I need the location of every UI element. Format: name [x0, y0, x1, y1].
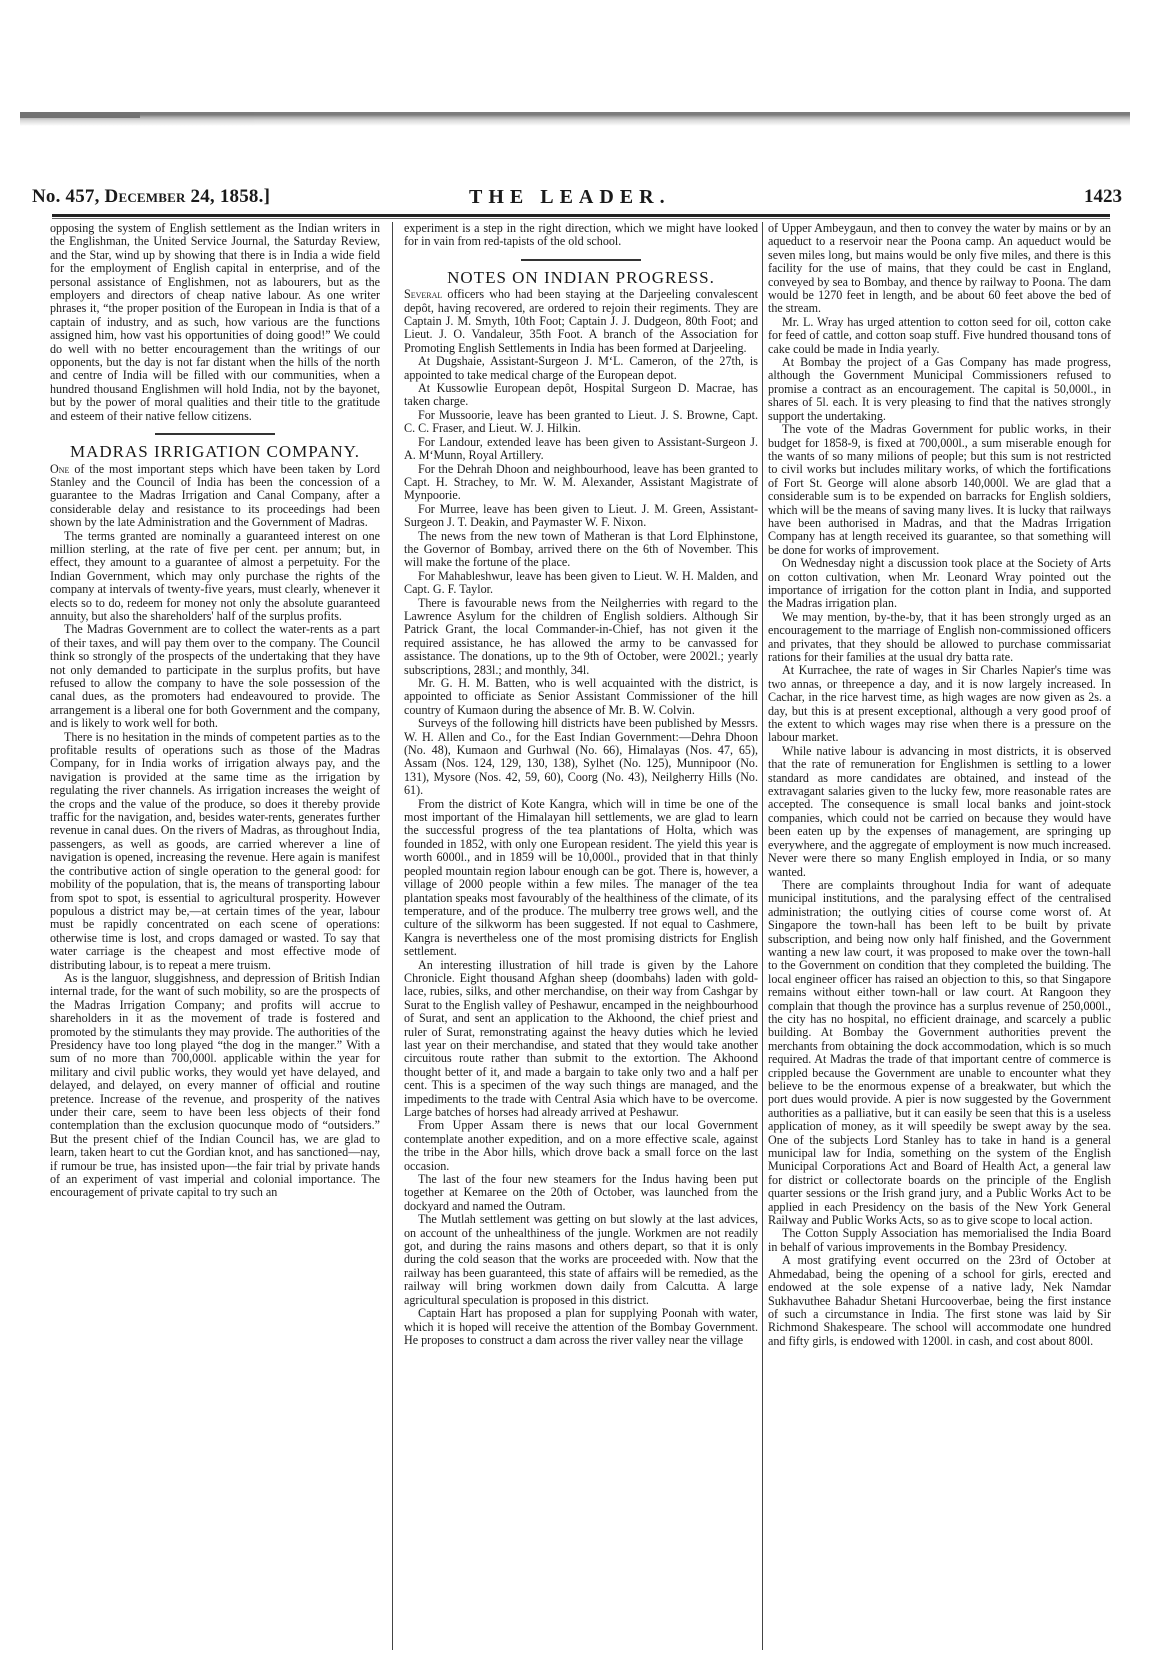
article-paragraph: From the district of Kote Kangra, which will in time be one of the most important of the Himalayan hill settlements, we are glad to learn the successful progress of the tea plantations of Holta, which was founded in 1852, with only one European resident. The yield this year is worth 6000l., and in 1859 will be 10,000l., provided that in that thinly peopled mountain region labour enough can be got. There is, however, a village of 2000 people within a few miles. The manager of the tea plantation speaks most favourably of the healthiness of the climate, of its temperature, and of the produce. The mulberry tree grows well, and the culture of the silkworm has been suggested. If not equal to Cashmere, Kangra is nevertheless one of the most promising districts for English settlement. [404, 796, 758, 959]
article-paragraph: A most gratifying event occurred on the 23rd of October at Ahmedabad, being the opening of a school for girls, erected and endowed at the sole expense of a native lady, Nek Namdar Sukhavuthee Bahadur Shetani Hurcooverbae, being the first instance of such a circumstance in India. The first stone was laid by Sir Richmond Shakespeare. The school will accommodate one hundred and fifty girls, is endowed with 1200l. in cash, and cost about 800l. [768, 1253, 1111, 1348]
newspaper-title: THE LEADER. [469, 186, 671, 208]
issue-number: No. 457, [32, 186, 100, 207]
article-paragraph: From Upper Assam there is news that our local Government contemplate another expedition, and on a more effective scale, against the tribe in the Abor hills, which drove back a small force on the last occasion. [404, 1118, 758, 1173]
article-paragraph: At Dugshaie, Assistant-Surgeon J. M‘L. Cameron, of the 27th, is appointed to take medical charge of the European depot. [404, 354, 758, 382]
issue-date-text: December 24, 1858.] [104, 186, 271, 207]
section-separator [521, 259, 641, 261]
continued-paragraph: opposing the system of English settlement as the Indian writers in the Englishman, the United Service Journal, the Saturday Review, and the Star, wind up by showing that there is in India a wide field for the employment of English capital in enterprise, and of the personal assistance of Englishmen, not as labourers, but as the employers and directors of cheap native labour. As one writer phrases it, “the proper position of the European in India is that of a captain of industry, and as such, how various are the functions assigned him, how vast his opportunities of doing good!” We could do well with no better encouragement than the writings of our opponents, but the day is not far distant when the hills of the north and centre of India will be filled with our communities, when a hundred thousand Englishmen will hold India, not by the bayonet, but by the power of moral qualities and their title to the gratitude and esteem of their native fellow citizens. [50, 221, 380, 423]
article-paragraph: Captain Hart has proposed a plan for supplying Poonah with water, which it is hoped will receive the attention of the Bombay Government. He proposes to construct a dam across the river valley near the village [404, 1306, 758, 1347]
article-paragraph: An interesting illustration of hill trade is given by the Lahore Chronicle. Eight thousand Afghan sheep (doombahs) laden with gold-lace, rubies, silks, and other merchandise, on their way from Cashgar by Surat to the English valley of Peshawur, encamped in the neighbourhood of Surat, and sent an application to the Akhoond, the chief priest and ruler of Surat, remonstrating against the heavy duties which he levied last year on their merchandise, and stated that they would take another circuitous route rather than submit to the extortion. The Akhoond thought better of it, and made a bargain to take only two and a half per cent. This is a specimen of the way such things are managed, and the impediments to the trade with Central Asia which have to be overcome. Large batches of horses had already arrived at Peshawur. [404, 957, 758, 1119]
continued-paragraph: of Upper Ambeygaun, and then to convey the water by mains or by an aqueduct to a reservoir near the Poona camp. An aqueduct would be seven miles long, but mains would be only five miles, and there is this facility for the use of mains, that they could be cast in England, conveyed by sea to Bombay, and thence by railway to Poona. The dam would be 1270 feet in length, and be about 60 feet above the bed of the stream. [768, 221, 1111, 316]
article-paragraph: The vote of the Madras Government for public works, in their budget for 1858-9, is fixed at 700,000l., a sum miserable enough for the wants of so many milions of people; but this sum is not restricted to civil works but includes military works, of which the fortifications of Fort St. George will alone absorb 140,000l. We are glad that a considerable sum is to be expended on barracks for English soldiers, which will be the means of saving many lives. It is lucky that railways have been authorised in Madras, and that the Madras Irrigation Company has at length received its guarantee, so that something will be done for works of improvement. [768, 422, 1111, 557]
article-paragraph: The Cotton Supply Association has memorialised the India Board in behalf of various improvements in the Bombay Presidency. [768, 1226, 1111, 1254]
continued-paragraph: experiment is a step in the right direction, which we might have looked for in vain from red-tapists of the old school. [404, 221, 758, 249]
article-title: NOTES ON INDIAN PROGRESS. [447, 267, 715, 287]
article-paragraph: For Murree, leave has been given to Lieut. J. M. Green, Assistant-Surgeon J. T. Deakin, and Paymaster W. F. Nixon. [404, 501, 758, 530]
article-paragraph: The terms granted are nominally a guaranteed interest on one million sterling, at the rate of five per cent. per annum; but, in effect, they amount to a guarantee of almost a perpetuity. For the Indian Government, which may only purchase the rights of the company at intervals of twenty-five years, must clearly, whenever it elects so to do, redeem for money not only the absolute guaranteed annuity, but also the shareholders' half of the surplus profits. [50, 528, 380, 623]
masthead [32, 186, 1122, 212]
article-paragraph: For Landour, extended leave has been given to Assistant-Surgeon J. A. M‘Munn, Royal Artillery. [404, 434, 758, 463]
section-separator [155, 433, 275, 435]
article-paragraph: Mr. L. Wray has urged attention to cotton seed for oil, cotton cake for feed of cattle, and cotton soap stuff. Five hundred thousand tons of cake could be made in India yearly. [768, 314, 1111, 356]
article-paragraph: For Mahableshwur, leave has been given to Lieut. W. H. Malden, and Capt. G. F. Taylor. [404, 568, 758, 597]
column-2 [404, 222, 758, 1347]
article-paragraph: For Mussoorie, leave has been granted to Lieut. J. S. Browne, Capt. C. C. Fraser, and Lieut. W. J. Hilkin. [404, 407, 758, 436]
column-divider [762, 222, 763, 1650]
article-paragraph: Mr. G. H. M. Batten, who is well acquainted with the district, is appointed to officiate as Senior Assistant Commissioner of the hill country of Kumaon during the absence of Mr. B. W. Colvin. [404, 676, 758, 717]
column-3 [768, 222, 1111, 1348]
issue-date [32, 186, 270, 208]
article-paragraph: At Bombay the project of a Gas Company has made progress, although the Government Municipal Commissioners refused to promise a contract as an encouragement. The capital is 50,000l., in shares of 5l. each. It is very pleasing to find that the natives strongly support the undertaking. [768, 355, 1111, 423]
scan-artifact-band [20, 112, 1130, 126]
header-rule-thin [52, 218, 1110, 219]
article-paragraph: For the Dehrah Dhoon and neighbourhood, leave has been granted to Capt. H. Strachey, to Mr. W. M. Alexander, Assistant Magistrate of Mynpoorie. [404, 461, 758, 503]
article-paragraph: The Mutlah settlement was getting on but slowly at the last advices, on account of the unhealthiness of the jungle. Workmen are not readily got, and during the rains masons and others depart, so that it is only during the cold season that the works are proceeded with. Now that the railway has been guaranteed, this state of affairs will be remedied, as the railway will bring workmen down daily from Calcutta. A large agricultural speculation is proposed in this district. [404, 1212, 758, 1307]
article-paragraph: While native labour is advancing in most districts, it is observed that the rate of remuneration for Englishmen is settling to a lower standard as more candidates are obtained, and instead of the extravagant salaries given to the lucky few, more reasonable rates are accepted. The consequence is small local banks and joint-stock companies, which could not be carried on because they would have been eaten up by the expenses of management, are springing up everywhere, and the aggregate of employment is now much increased. Never were there so many English employed in India, or so many wanted. [768, 743, 1111, 879]
article-paragraph: At Kussowlie European depôt, Hospital Surgeon D. Macrae, has taken charge. [404, 381, 758, 409]
header-rule [52, 214, 1110, 217]
article-paragraph: There is favourable news from the Neilgherries with regard to the Lawrence Asylum for the children of English soldiers. Although Sir Patrick Grant, the local Commander-in-Chief, has not given it the required assistance, he has allowed the army to be canvassed for assistance. The donations, up to the 9th of October, were 2002l.; yearly subscriptions, 283l.; and monthly, 34l. [404, 595, 758, 677]
article-paragraph: As is the languor, sluggishness, and depression of British Indian internal trade, for the want of such mobility, so are the prospects of the Madras Irrigation Company; and profits will accrue to shareholders in it as the movement of trade is fostered and promoted by the stimulants they may provide. The authorities of the Presidency have too long played “the dog in the manger.” With a sum of no more than 700,000l. applicable within the year for military and civil public works, they would yet have delayed, and delayed, and delayed, on every manner of official and routine pretence. Increase of the revenue, and prosperity of the natives under their care, seem to have been less objects of their fond contemplation than the exclusion quocunque modo of “outsiders.” But the present chief of the Indian Council has, we are glad to learn, taken heart to cut the Gordian knot, and has sanctioned—nay, if rumour be true, has insisted upon—the fair trial by private hands of an experiment of vast imperial and colonial importance. The encouragement of private capital to try such an [50, 970, 380, 1200]
article-paragraph: We may mention, by-the-by, that it has been strongly urged as an encouragement to the marriage of English non-commissioned officers and privates, that they should be allowed to purchase commissariat rations for their families at the usual dry batta rate. [768, 609, 1111, 664]
page-number: 1423 [1084, 186, 1122, 207]
article-paragraph: There are complaints throughout India for want of adequate municipal institutions, and the paralysing effect of the centralised administration; the outlying cities of course come worst of. At Singapore the town-hall has been left to be built by private subscription, and being now only half finished, and the Government wanting a new law court, it was proposed to make over the town-hall to the Government on condition that they completed the building. The local engineer officer has raised an objection to this, so that Singapore remains without either town-hall or law court. At Rangoon they complain that though the province has a surplus revenue of 250,000l., the city has no hospital, no efficient drainage, and scarcely a public building. At Bombay the Government authorities prevent the merchants from obtaining the dock accommodation, which is so much required. At Madras the trade of that important centre of commerce is crippled because the Government are unable to encounter what they believe to be the enormous expense of a breakwater, but which the port dues would provide. A pier is now suggested by the Government authorities as a palliative, but it can easily be seen that this is a useless application of money, as it will speedily be swept away by the sea. One of the subjects Lord Stanley has to take in hand is a general municipal law for India, something on the system of the English Municipal Corporations Act and Board of Health Act, a general law for district or collectorate boards on the principle of the English quarter sessions or the Irish grand jury, and a Public Works Act to be applied in each Presidency on the basis of the New York General Railway and Public Works Acts, so as to give scope to local action. [768, 877, 1111, 1228]
article-paragraph: Surveys of the following hill districts have been published by Messrs. W. H. Allen and Co., for the East Indian Government:—Dehra Dhoon (No. 48), Kumaon and Gurhwal (No. 66), Himalayas (Nos. 47, 65), Assam (Nos. 124, 129, 130, 138), Sylhet (No. 125), Munnipoor (No. 131), Mysore (Nos. 42, 59, 60), Coorg (No. 43), Neilgherry Hills (No. 61). [404, 716, 758, 798]
article-paragraph: There is no hesitation in the minds of competent parties as to the profitable results of operations such as those of the Madras Company, for in India works of irrigation always pay, and the navigation is provided at the same time as the irrigation by regulating the river channels. As irrigation increases the weight of the crops and the value of the produce, so does it thereby provide traffic for the navigation, and, besides water-rents, generates further revenue in canal dues. On the rivers of Madras, as throughout India, passengers, as well as goods, are carried wherever a line of navigation is opened, increasing the revenue. Here again is manifest the contributive action of single operation to the general good: for mobility of the population, that is, the means of transporting labour from spot to spot, is essential to agricultural prosperity. However populous a district may be,—at certain times of the year, labour must be rapidly concentrated on each scene of operations: otherwise time is lost, and crops damaged or wasted. To say that water carriage is the cheapest and most effective mode of distributing labour, is to repeat a mere truism. [50, 729, 380, 972]
article-paragraph: Several officers who had been staying at the Darjeeling convalescent depôt, having recovered, are ordered to rejoin their regiments. They are Captain J. M. Smyth, 10th Foot; Captain J. J. Dudgeon, 80th Foot; and Lieut. J. O. Vandaleur, 35th Foot. A branch of the Association for Promoting English Settlements in India has been formed at Darjeeling. [404, 287, 758, 355]
article-paragraph: On Wednesday night a discussion took place at the Society of Arts on cotton cultivation, when Mr. Leonard Wray pointed out the importance of irrigation for the cotton plant in India, and supported the Madras irrigation plan. [768, 556, 1111, 611]
column-divider [392, 222, 393, 1650]
article-paragraph: The news from the new town of Matheran is that Lord Elphinstone, the Governor of Bombay, arrived there on the 6th of November. This will make the fortune of the place. [404, 528, 758, 570]
drop-word: Several [404, 287, 443, 302]
article-paragraph: One of the most important steps which have been taken by Lord Stanley and the Council of India has been the concession of a guarantee to the Madras Irrigation and Canal Company, after a considerable delay and resistance to its proceedings had been shown by the late Administration and the Government of Madras. [50, 461, 380, 530]
column-1 [50, 222, 380, 1200]
article-paragraph: The Madras Government are to collect the water-rents as a part of their taxes, and will pay them over to the company. The Council think so strongly of the prospects of the undertaking that they have not only demanded to participate in the surplus profits, but have refused to allow the company to have the sole possession of the canal dues, as the promoters had endeavoured to provide. The arrangement is a liberal one for both Government and the company, and is likely to work well for both. [50, 622, 380, 731]
article-paragraph: At Kurrachee, the rate of wages in Sir Charles Napier's time was two annas, or threepence a day, and it is now largely increased. In Cachar, in the rice harvest time, as high wages are now given as 2s. a day, but this is at present exceptional, although a very good proof of the extent to which wages may rise when there is a pressure on the labour market. [768, 663, 1111, 745]
article-paragraph: The last of the four new steamers for the Indus having been put together at Kemaree on the 20th of October, was launched from the dockyard and named the Outram. [404, 1172, 758, 1213]
drop-word: One [50, 461, 70, 476]
article-title: MADRAS IRRIGATION COMPANY. [69, 442, 361, 462]
